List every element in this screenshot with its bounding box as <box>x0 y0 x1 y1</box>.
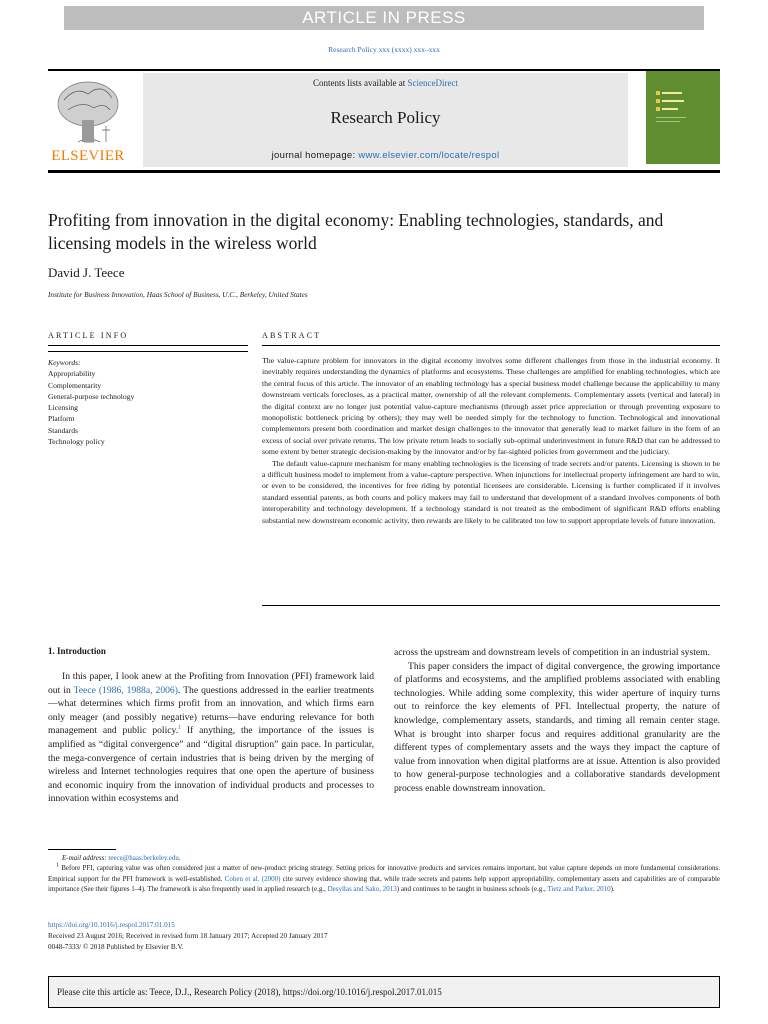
author-email-note <box>48 853 720 863</box>
citation-link-desyllas[interactable]: Desyllas and Sako, 2013 <box>327 884 397 893</box>
keyword-item: Licensing <box>48 403 78 413</box>
elsevier-wordmark: ELSEVIER <box>51 148 125 164</box>
intro-paragraph <box>48 670 374 806</box>
journal-homepage-link[interactable]: www.elsevier.com/locate/respol <box>358 150 500 161</box>
citation-text: Please cite this article as: Teece, D.J., Research Policy (2018), https://doi.org/10.1016/j.respol.2017.01.015 <box>57 987 442 997</box>
article-in-press-banner <box>64 6 704 30</box>
keyword-item: Appropriability <box>48 369 96 379</box>
footnote-rule <box>48 849 116 850</box>
keyword-item: General-purpose technology <box>48 391 135 401</box>
contents-prefix: Contents lists available at <box>313 78 408 88</box>
contents-available-line <box>143 78 628 88</box>
footnote-ref-1[interactable]: 1 <box>178 725 182 732</box>
banner-text: ARTICLE IN PRESS <box>302 8 466 27</box>
intro-paragraph-continued: across the upstream and downstream levels of competition in an industrial system. <box>394 647 710 658</box>
article-metadata <box>48 920 327 953</box>
citation-link-teece[interactable]: Teece (1986, 1988a, 2006) <box>73 684 178 696</box>
keyword-item: Technology policy <box>48 437 105 447</box>
doi-link[interactable]: https://doi.org/10.1016/j.respol.2017.01.015 <box>48 921 175 929</box>
journal-cover-thumbnail[interactable] <box>646 71 720 164</box>
abstract-rule-top <box>262 345 720 346</box>
article-info-rule-top <box>48 345 248 346</box>
text-run: . The questions addressed in the earlier treatments—what determines which firms profit from an innovation, and which firms earn only meager (and possibly negative) returns—have enduring relevance for both management and public policy. <box>48 684 374 737</box>
abstract-paragraph: The value-capture problem for innovators in the digital economy involves some different challenges from those in the industrial economy. It inevitably requires understanding the dynamics of platforms and ecosystems. These challenges are amplified for enabling technologies, which are the central focus of this article. The innovator of an enabling technology has a special business model challenge because the applicability to many downstream verticals forecloses, as a practical matter, ownership of all the relevant complements. Complementary assets (vertical and lateral) in the digital context are no longer just potential value-capture mechanisms (through asset price appreciation or through preventing exposure to monopolistic bottleneck pricing by others); they may well be needed simply for the technology to function. Technological and innovational complementors present both coordination and market design challenges to the innovator that generally lead to market failure in the form of an excess of social over private returns. The low private return leads to socially sub-optimal underinvestment in future R&D that can be addressed to some extent by better strategic decision-making by the innovator and/or by far-sighted policies from government and the judiciary. <box>262 356 720 457</box>
homepage-prefix: journal homepage: <box>271 150 359 161</box>
text-run: In this paper, I look anew at the Profiting from Innovation (PFI) framework laid out in <box>48 671 374 696</box>
keywords-list <box>48 357 134 447</box>
masthead-bottom-rule <box>48 170 720 173</box>
cover-title-block-icon <box>656 91 688 125</box>
body-column-left <box>48 670 374 806</box>
keywords-label: Keywords: <box>48 358 81 367</box>
article-title: Profiting from innovation in the digital economy: Enabling technologies, standards, and licensing models in the wireless world <box>48 210 664 253</box>
text-run: ) and continues to be taught in business schools (e.g., <box>396 884 548 893</box>
body-column-right <box>394 646 720 796</box>
citation-link-tietz[interactable]: Tietz and Parker, 2010 <box>547 884 611 893</box>
abstract-heading: ABSTRACT <box>262 331 322 340</box>
journal-homepage-line <box>143 150 628 161</box>
abstract-body <box>262 355 720 526</box>
copyright-line: 0048-7333/ © 2018 Published by Elsevier B.V. <box>48 943 184 951</box>
author-name: David J. Teece <box>48 265 125 280</box>
footnotes <box>48 853 720 894</box>
article-info-heading: ARTICLE INFO <box>48 331 129 340</box>
abstract-rule-bottom <box>262 605 720 606</box>
text-run: cite survey evidence showing that, while trade secrets and patents help support appropriability, complementary assets and capabilities are of comparable importance (See their figures 1–4). The framework is also frequently used in applied research (e.g., <box>48 874 720 893</box>
keyword-item: Platform <box>48 414 75 424</box>
text-run: ). <box>610 884 615 893</box>
text-run: If anything, the importance of the issues is amplified as “digital convergence” and “digital disruption” gain pace. In particular, the mega-convergence of certain industries that is being driven by the merging of wireless and Internet technologies requires that one open the aperture of business and economic inquiry from the innovation of individual products and processes to innovation within ecosystems and <box>48 725 374 805</box>
citation-box <box>48 976 720 1008</box>
footnote-number: 1 <box>56 862 59 869</box>
journal-reference[interactable]: Research Policy xxx (xxxx) xxx–xxx <box>328 45 440 54</box>
citation-link-cohen[interactable]: Cohen et al. (2000) <box>224 874 281 883</box>
intro-paragraph: This paper considers the impact of digital convergence, the growing importance of platforms and ecosystems, and the amplified problems associated with enabling technologies. While adding some complexity, this wider aperture of inquiry turns out to reinforce the key elements of PFI. Intellectual property, the nature of knowledge, complementary assets, standards, and timing all remain center stage. What is brought into sharper focus and requires additional granularity are the different types of complementary assets and the ways they impact the capture of value from innovation when digital platforms are at issue. Attention is also provided to how general-purpose technologies and a collaborative standards development process enable downstream innovation. <box>394 660 720 794</box>
author-email-link[interactable]: teece@haas.berkeley.edu <box>108 854 179 862</box>
email-label: E-mail address: <box>62 854 109 862</box>
keyword-item: Complementarity <box>48 380 102 390</box>
article-info-rule-bottom <box>48 351 248 352</box>
abstract-paragraph: The default value-capture mechanism for many enabling technologies is the licensing of trade secrets and/or patents. Licensing is shown to be a difficult business model to implement from a value-capture perspective. When injunctions for intellectual property infringement are hard to win, or even to be considered, the incentives for free riding by potential licensees are considerable. Licensing is further complicated if it involves standard essential patents, as both courts and policy makers may fail to understand that development of a standard involves components of both interoperability and technology development. If a technology standard is not treated as the embodiment of significant R&D efforts enabling substantial new downstream economic activity, then rewards are likely to be calibrated too low to support appropriate levels of future innovation. <box>262 458 720 525</box>
masthead-top-rule <box>48 69 720 71</box>
text-run: Before PFI, capturing value was often considered just a matter of new-product pricing strategy. Setting prices for innovative products and services remains important, but value capture depends on more fundamental considerations. Empirical support for the PFI framework is well-established. <box>48 864 720 883</box>
introduction-heading: 1. Introduction <box>48 646 106 656</box>
sciencedirect-link[interactable]: ScienceDirect <box>407 78 458 88</box>
author-affiliation: Institute for Business Innovation, Haas School of Business, U.C., Berkeley, United States <box>48 290 308 299</box>
footnote-1 <box>48 863 720 894</box>
text-run: . <box>178 854 181 862</box>
journal-name: Research Policy <box>330 108 441 127</box>
received-dates: Received 23 August 2016; Received in revised form 18 January 2017; Accepted 20 January 2017 <box>48 932 328 940</box>
keyword-item: Standards <box>48 425 78 435</box>
